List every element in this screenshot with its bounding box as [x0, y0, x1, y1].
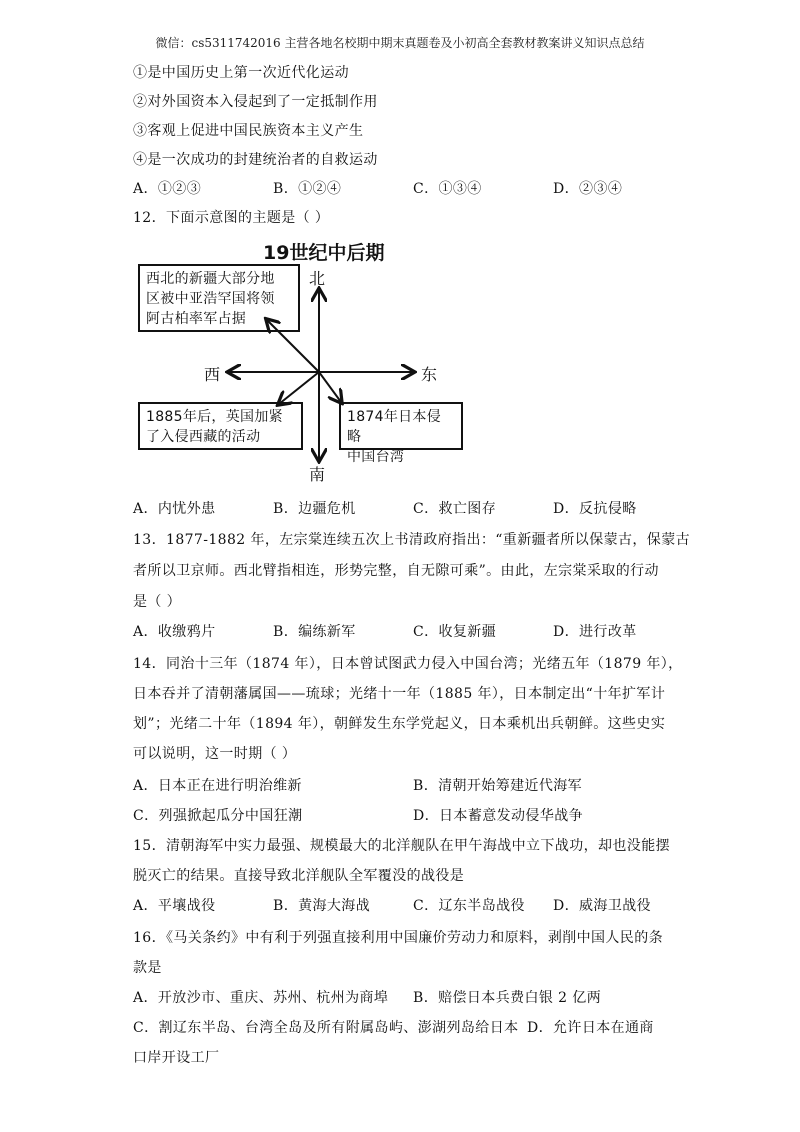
- q11-option-b[interactable]: B．①②④: [273, 181, 342, 197]
- q11-item-4: ④是一次成功的封建统治者的自救运动: [133, 152, 378, 168]
- q11-item-2: ②对外国资本入侵起到了一定抵制作用: [133, 94, 378, 110]
- box-se-line-1: 1874年日本侵略: [347, 409, 442, 445]
- q11-item-1: ①是中国历史上第一次近代化运动: [133, 65, 349, 81]
- box-southwest: [138, 402, 303, 450]
- page-header: 微信：cs5311742016 主营各地名校期中期末真题卷及小初高全套教材教案讲义知识点总结: [155, 36, 645, 50]
- q13-option-a[interactable]: A．收缴鸦片: [133, 624, 216, 640]
- q14-stem-line-4: 可以说明，这一时期（ ）: [133, 746, 297, 762]
- diagram-title: 19世纪中后期: [263, 242, 385, 264]
- q13-stem-line-2: 者所以卫京师。西北臂指相连，形势完整，自无隙可乘”。由此，左宗棠采取的行动: [133, 563, 659, 579]
- box-sw-line-1: 1885年后，英国加紧: [146, 409, 283, 425]
- q15-option-d[interactable]: D．威海卫战役: [553, 898, 652, 914]
- label-north: 北: [309, 269, 326, 288]
- label-south: 南: [309, 465, 326, 484]
- box-southeast: [339, 402, 463, 465]
- label-west: 西: [204, 365, 221, 384]
- q16-option-b[interactable]: B．赔偿日本兵费白银 2 亿两: [413, 990, 602, 1006]
- q11-option-d[interactable]: D．②③④: [553, 181, 623, 197]
- q13-stem-line-3: 是（ ）: [133, 594, 182, 610]
- q15-stem-line-2: 脱灭亡的结果。直接导致北洋舰队全军覆没的战役是: [133, 868, 465, 884]
- q12-option-d[interactable]: D．反抗侵略: [553, 501, 637, 517]
- box-nw-line-2: 区被中亚浩罕国将领: [146, 291, 275, 307]
- q16-stem-line-2: 款是: [133, 960, 162, 976]
- box-sw-line-2: 了入侵西藏的活动: [146, 429, 261, 445]
- q16-stem-line-1: 16．《马关条约》中有利于列强直接利用中国廉价劳动力和原料，剥削中国人民的条: [133, 930, 664, 946]
- q15-option-a[interactable]: A．平壤战役: [133, 898, 216, 914]
- q14-option-a[interactable]: A．日本正在进行明治维新: [133, 778, 302, 794]
- box-se-line-2: 中国台湾: [347, 449, 405, 465]
- q11-option-c[interactable]: C．①③④: [413, 181, 482, 197]
- q14-option-c[interactable]: C．列强掀起瓜分中国狂潮: [133, 808, 303, 824]
- q11-item-3: ③客观上促进中国民族资本主义产生: [133, 123, 364, 139]
- q11-option-a[interactable]: A．①②③: [133, 181, 202, 197]
- q12-option-b[interactable]: B．边疆危机: [273, 501, 356, 517]
- q16-option-d[interactable]: D．允许日本在通商: [527, 1020, 654, 1036]
- q12-option-c[interactable]: C．救亡图存: [413, 501, 497, 517]
- q13-option-b[interactable]: B．编练新军: [273, 624, 356, 640]
- q15-stem-line-1: 15．清朝海军中实力最强、规模最大的北洋舰队在甲午海战中立下战功，却也没能摆: [133, 838, 671, 854]
- box-northwest: [138, 264, 300, 332]
- label-east: 东: [421, 365, 438, 384]
- q16-option-d-continuation: 口岸开设工厂: [133, 1050, 220, 1066]
- q12-diagram: [133, 236, 473, 486]
- q15-option-c[interactable]: C．辽东半岛战役: [413, 898, 525, 914]
- q14-stem-line-3: 划”；光绪二十年（1894 年），朝鲜发生东学党起义，日本乘机出兵朝鲜。这些史实: [133, 716, 666, 732]
- q14-stem-line-1: 14．同治十三年（1874 年），日本曾试图武力侵入中国台湾；光绪五年（1879 年），: [133, 656, 683, 672]
- q12-stem: 12．下面示意图的主题是（ ）: [133, 210, 330, 226]
- q16-option-a[interactable]: A．开放沙市、重庆、苏州、杭州为商埠: [133, 990, 389, 1006]
- q16-option-c[interactable]: C．割辽东半岛、台湾全岛及所有附属岛屿、澎湖列岛给日本: [133, 1020, 519, 1036]
- q13-option-d[interactable]: D．进行改革: [553, 624, 637, 640]
- q14-stem-line-2: 日本吞并了清朝藩属国——琉球；光绪十一年（1885 年），日本制定出“十年扩军计: [133, 686, 666, 702]
- q13-option-c[interactable]: C．收复新疆: [413, 624, 497, 640]
- q13-stem-line-1: 13．1877-1882 年，左宗棠连续五次上书清政府指出：“重新疆者所以保蒙古，保蒙古: [133, 532, 691, 548]
- q14-option-d[interactable]: D．日本蓄意发动侵华战争: [413, 808, 584, 824]
- q15-option-b[interactable]: B．黄海大海战: [273, 898, 371, 914]
- q12-option-a[interactable]: A．内忧外患: [133, 501, 216, 517]
- box-nw-line-3: 阿古柏率军占据: [146, 311, 247, 327]
- q14-option-b[interactable]: B．清朝开始筹建近代海军: [413, 778, 583, 794]
- box-nw-line-1: 西北的新疆大部分地: [146, 271, 275, 287]
